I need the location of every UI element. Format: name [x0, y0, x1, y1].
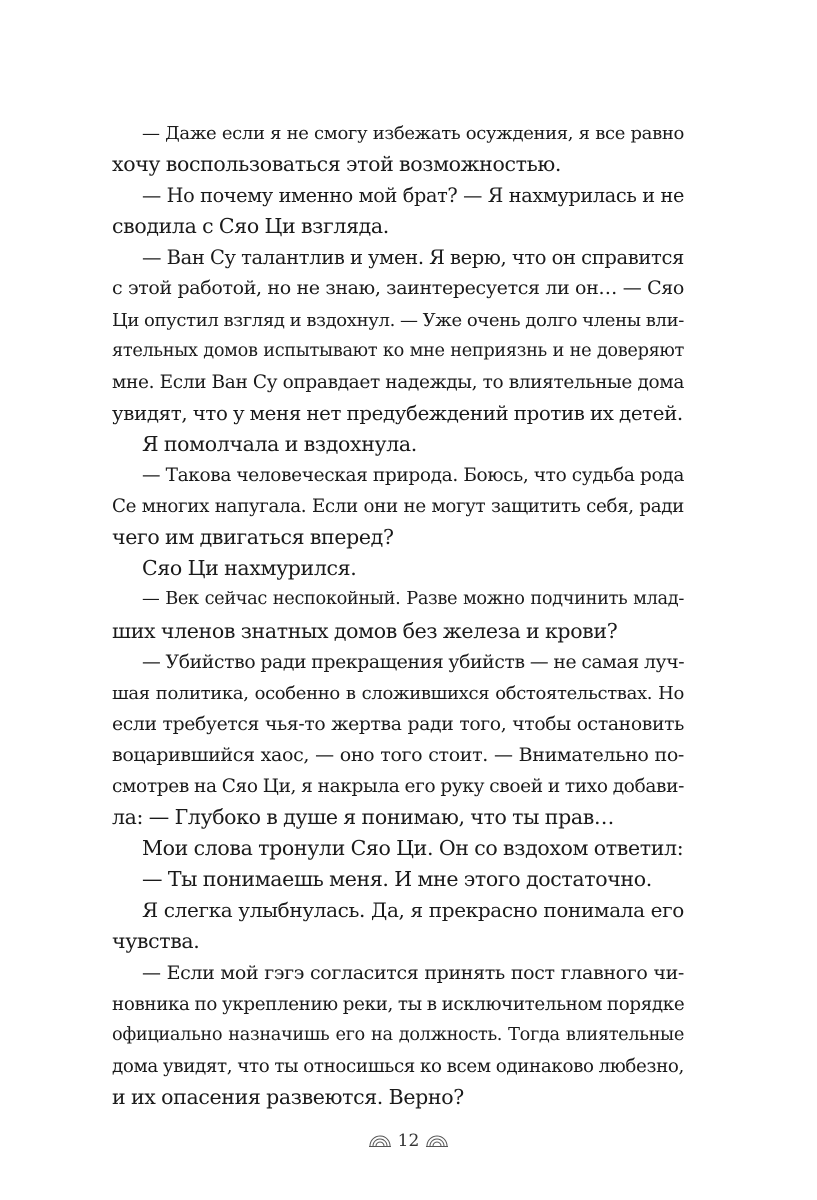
text-line: и их опасения развеются. Верно?: [112, 1084, 464, 1109]
text-line: — Убийство ради прекращения убийств — не самая луч-: [142, 651, 685, 673]
ornament-left-icon: [368, 1135, 392, 1147]
text-line: официально назначишь его на должность. Тогда влиятельные: [112, 1024, 684, 1045]
text-line: Се многих напугала. Если они не могут защитить себя, ради: [112, 496, 684, 518]
text-line: воцарившийся хаос, — оно того стоит. — Внимательно по-: [112, 743, 684, 766]
text-line: ших членов знатных домов без железа и крови?: [112, 618, 618, 643]
text-line: чувства.: [112, 929, 200, 954]
page-number: 12: [397, 1131, 420, 1151]
page-footer: [0, 1131, 817, 1151]
text-line: Я помолчала и вздохнула.: [142, 431, 417, 456]
text-line: чего им двигаться вперед?: [112, 525, 394, 550]
text-line: смотрев на Сяо Ци, я накрыла его руку своей и тихо добави-: [112, 775, 684, 797]
text-line: — Век сейчас неспокойный. Разве можно подчинить млад-: [142, 589, 684, 610]
text-line: — Ты понимаешь меня. И мне этого достаточно.: [142, 867, 652, 892]
text-line: шая политика, особенно в сложившихся обстоятельствах. Но: [112, 682, 684, 704]
ornament-right-icon: [425, 1135, 449, 1147]
text-line: — Ван Су талантлив и умен. Я верю, что он справится: [142, 246, 684, 270]
page-body: [112, 118, 684, 1113]
text-line: дома увидят, что ты относишься ко всем одинаково любезно,: [112, 1055, 684, 1077]
text-line: — Такова человеческая природа. Боюсь, что судьба рода: [142, 465, 684, 487]
text-line: с этой работой, но не знаю, заинтересуется ли он… — Сяо: [112, 277, 684, 300]
text-line: ла: — Глубоко в душе я понимаю, что ты прав…: [112, 805, 615, 830]
text-line: Сяо Ци нахмурился.: [142, 556, 357, 581]
text-line: хочу воспользоваться этой возможностью.: [112, 152, 562, 177]
text-line: ятельных домов испытывают ко мне неприязнь и не доверяют: [112, 340, 684, 361]
text-line: — Но почему именно мой брат? — Я нахмурилась и не: [142, 184, 684, 208]
text-line: — Даже если я не смогу избежать осуждения, я все равно: [142, 123, 684, 144]
text-line: Я слегка улыбнулась. Да, я прекрасно понимала его: [142, 898, 684, 923]
text-line: увидят, что у меня нет предубеждений против их детей.: [112, 401, 683, 425]
text-line: Ци опустил взгляд и вздохнул. — Уже очень долго члены вли-: [112, 309, 684, 331]
text-line: мне. Если Ван Су оправдает надежды, то влиятельные дома: [112, 371, 684, 393]
text-line: новника по укреплению реки, ты в исключительном порядке: [112, 993, 685, 1015]
text-line: если требуется чья-то жертва ради того, чтобы остановить: [112, 713, 684, 735]
text-line: — Если мой гэгэ согласится принять пост главного чи-: [142, 961, 684, 984]
text-line: Мои слова тронули Сяо Ци. Он со вздохом ответил:: [142, 836, 684, 861]
text-line: сводила с Сяо Ци взгляда.: [112, 214, 389, 239]
